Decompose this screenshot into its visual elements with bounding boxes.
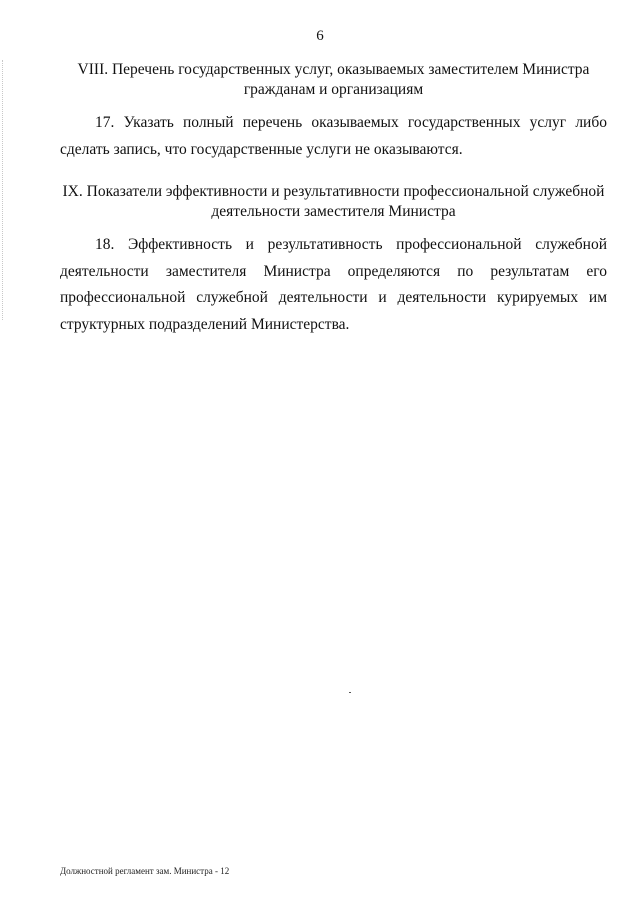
section-heading-viii — [60, 60, 607, 100]
section-heading-ix-line2: деятельности заместителя Министра — [211, 203, 456, 220]
section-heading-viii-line2: гражданам и организациям — [243, 81, 424, 98]
page-footer: Должностной регламент зам. Министра - 12 — [60, 866, 230, 876]
section-heading-ix-line1: IX. Показатели эффективности и результативности профессиональной служебной — [62, 183, 605, 200]
section-heading-ix — [60, 182, 607, 222]
scan-speck — [349, 692, 351, 693]
paragraph-18: 18. Эффективность и результативность профессиональной служебной деятельности заместителя Министра определяются по результатам его профессиональной служебной деятельности и деятельности курируемых им структурных подразделений Министерства. — [60, 236, 607, 333]
paragraph-17: 17. Указать полный перечень оказываемых государственных услуг либо сделать запись, что государственные услуги не оказываются. — [60, 114, 607, 158]
scan-edge-marks — [2, 60, 4, 320]
section-heading-viii-line1: VIII. Перечень государственных услуг, оказываемых заместителем Министра — [77, 61, 590, 78]
page-number: 6 — [316, 28, 324, 44]
